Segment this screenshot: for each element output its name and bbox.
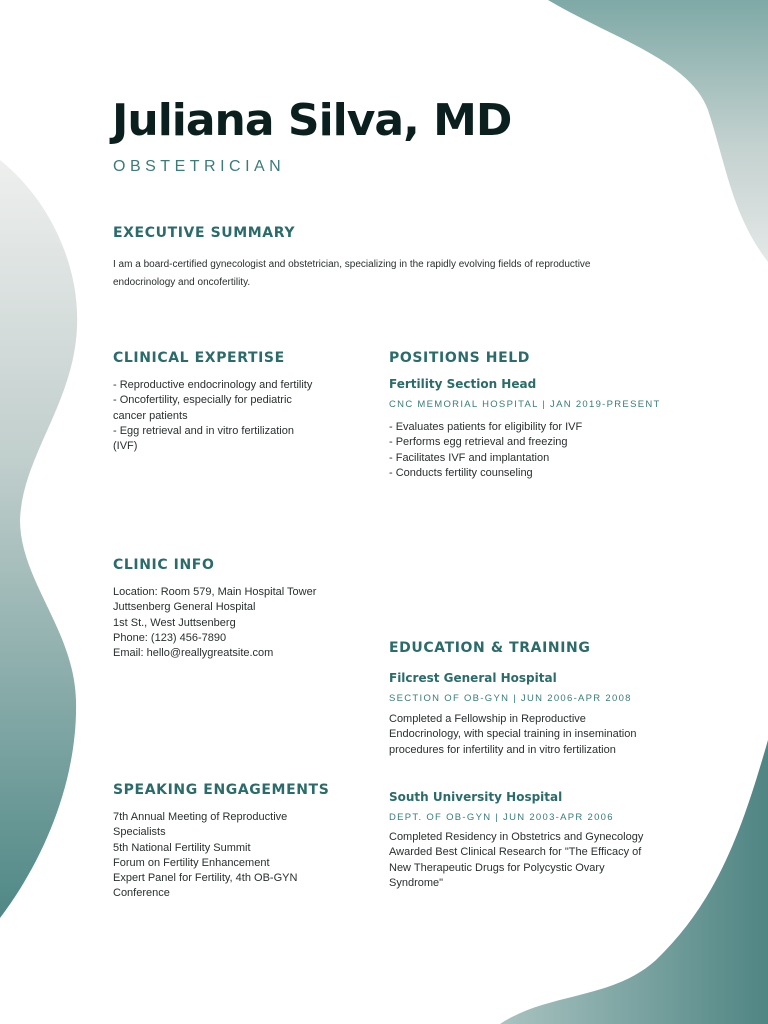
clinic-email: Email: hello@reallygreatsite.com bbox=[113, 647, 274, 660]
expertise-line: cancer patients bbox=[113, 409, 188, 422]
job-title: OBSTETRICIAN bbox=[113, 158, 286, 175]
clinic-phone: Phone: (123) 456-7890 bbox=[113, 631, 227, 644]
expertise-line: - Oncofertility, especially for pediatric bbox=[113, 394, 292, 407]
clinic-heading: CLINIC INFO bbox=[113, 557, 215, 573]
positions-heading: POSITIONS HELD bbox=[389, 350, 531, 366]
education-description bbox=[389, 712, 679, 758]
education-institution: Filcrest General Hospital bbox=[389, 671, 557, 685]
speaking-line: 7th Annual Meeting of Reproductive bbox=[113, 811, 288, 823]
education-heading: EDUCATION & TRAINING bbox=[389, 640, 591, 656]
duty-line: - Facilitates IVF and implantation bbox=[389, 451, 550, 464]
education-meta: SECTION OF OB-GYN | JUN 2006-APR 2008 bbox=[389, 693, 632, 704]
expertise-line: (IVF) bbox=[113, 440, 138, 453]
speaking-line: Specialists bbox=[113, 826, 166, 839]
speaking-line: Conference bbox=[113, 887, 170, 900]
speaking-line: Expert Panel for Fertility, 4th OB-GYN bbox=[113, 872, 298, 885]
education-line: procedures for infertility and in vitro fertilization bbox=[389, 743, 616, 756]
summary-text bbox=[113, 256, 673, 292]
education-line: Completed Residency in Obstetrics and Gynecology bbox=[389, 831, 644, 843]
position-role: Fertility Section Head bbox=[389, 377, 537, 391]
clinic-street: 1st St., West Juttsenberg bbox=[113, 616, 236, 629]
expertise-list bbox=[113, 378, 353, 454]
person-name: Juliana Silva, MD bbox=[112, 95, 512, 146]
speaking-line: 5th National Fertility Summit bbox=[113, 841, 251, 854]
position-meta: CNC MEMORIAL HOSPITAL | JAN 2019-PRESENT bbox=[389, 399, 661, 410]
clinic-details bbox=[113, 585, 363, 661]
expertise-heading: CLINICAL EXPERTISE bbox=[113, 350, 285, 366]
education-line: Syndrome" bbox=[389, 876, 444, 889]
education-line: Completed a Fellowship in Reproductive bbox=[389, 713, 586, 725]
speaking-heading: SPEAKING ENGAGEMENTS bbox=[113, 782, 330, 798]
education-meta: DEPT. OF OB-GYN | JUN 2003-APR 2006 bbox=[389, 812, 614, 823]
expertise-line: - Reproductive endocrinology and fertility bbox=[113, 379, 313, 391]
summary-line: I am a board-certified gynecologist and obstetrician, specializing in the rapidly evolving fields of reproductive bbox=[113, 259, 591, 270]
speaking-line: Forum on Fertility Enhancement bbox=[113, 856, 270, 869]
education-line: Endocrinology, with special training in insemination bbox=[389, 728, 637, 741]
education-line: Awarded Best Clinical Research for "The Efficacy of bbox=[389, 846, 642, 859]
education-description bbox=[389, 830, 679, 891]
duty-line: - Conducts fertility counseling bbox=[389, 466, 533, 479]
duty-line: - Performs egg retrieval and freezing bbox=[389, 436, 568, 449]
summary-heading: EXECUTIVE SUMMARY bbox=[113, 225, 296, 241]
education-line: New Therapeutic Drugs for Polycystic Ovary bbox=[389, 861, 605, 874]
speaking-list bbox=[113, 810, 353, 902]
clinic-hospital: Juttsenberg General Hospital bbox=[113, 601, 256, 614]
education-institution: South University Hospital bbox=[389, 790, 563, 804]
duty-line: - Evaluates patients for eligibility for IVF bbox=[389, 421, 583, 433]
summary-line: endocrinology and oncofertility. bbox=[113, 277, 251, 288]
position-duties bbox=[389, 420, 669, 481]
clinic-location: Location: Room 579, Main Hospital Tower bbox=[113, 586, 317, 598]
expertise-line: - Egg retrieval and in vitro fertilization bbox=[113, 424, 294, 437]
